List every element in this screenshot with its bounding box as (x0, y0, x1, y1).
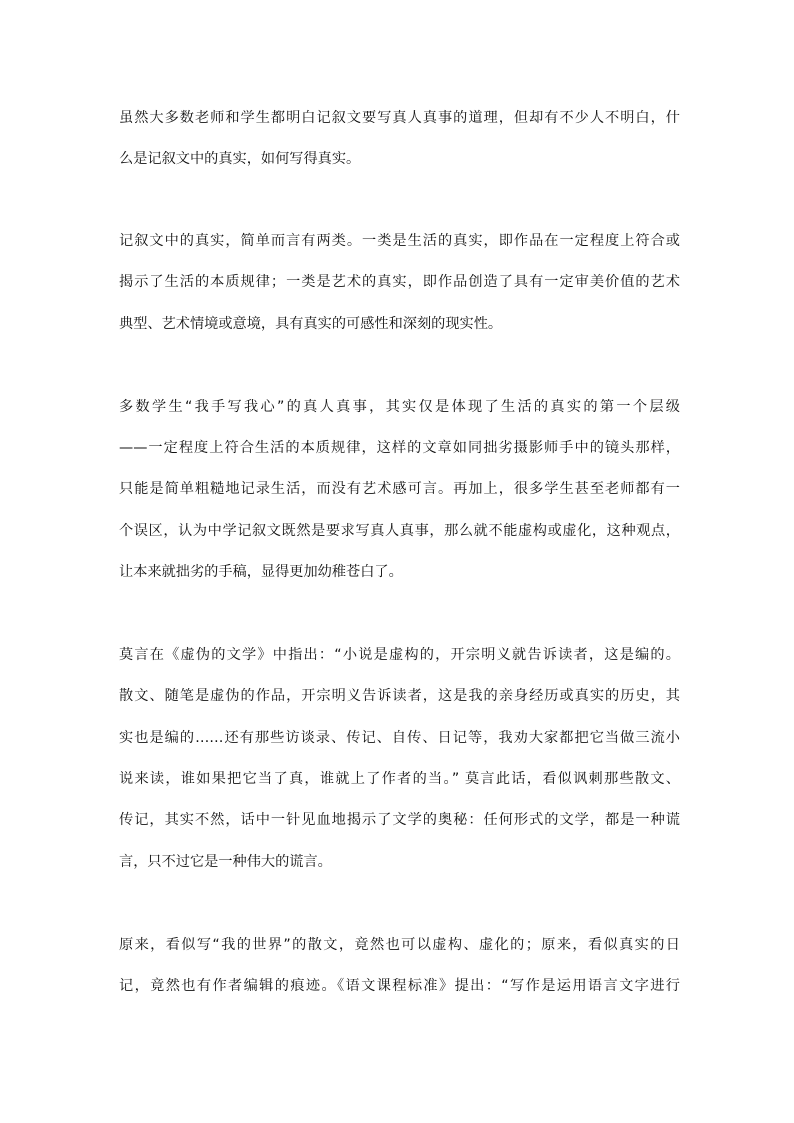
paragraph-4-line-5: 传记，其实不然，话中一针见血地揭示了文学的奥秘：任何形式的文学，都是一种谎 (119, 812, 680, 828)
paragraph-3-line-4: 个误区，认为中学记叙文既然是要求写真人真事，那么就不能虚构或虚化，这种观点， (119, 523, 680, 539)
paragraph-4-line-1: 莫言在《虚伪的文学》中指出：“小说是虚构的，开宗明义就告诉读者，这是编的。 (119, 647, 680, 663)
paragraph-2-line-3: 典型、艺术情境或意境，具有真实的可感性和深刻的现实性。 (119, 316, 503, 332)
paragraph-2-line-1: 记叙文中的真实，简单而言有两类。一类是生活的真实，即作品在一定程度上符合或 (119, 233, 680, 249)
paragraph-3-line-3: 只能是简单粗糙地记录生活，而没有艺术感可言。再加上，很多学生甚至老师都有一 (119, 481, 680, 497)
paragraph-4-line-2: 散文、随笔是虚伪的作品，开宗明义告诉读者，这是我的亲身经历或真实的历史，其 (119, 688, 680, 704)
paragraph-5-line-1: 原来，看似写“我的世界”的散文，竟然也可以虚构、虚化的；原来，看似真实的日 (119, 937, 680, 953)
paragraph-4-line-3: 实也是编的……还有那些访谈录、传记、自传、日记等，我劝大家都把它当做三流小 (119, 730, 680, 746)
paragraph-4-line-4: 说来读，谁如果把它当了真，谁就上了作者的当。” 莫言此话，看似讽刺那些散文、 (119, 771, 680, 787)
paragraph-4-line-6: 言，只不过它是一种伟大的谎言。 (119, 854, 332, 870)
paragraph-1-line-2: 么是记叙文中的真实，如何写得真实。 (119, 151, 361, 167)
paragraph-3-line-5: 让本来就拙劣的手稿，显得更加幼稚苍白了。 (119, 564, 403, 580)
paragraph-1-line-1: 虽然大多数老师和学生都明白记叙文要写真人真事的道理，但却有不少人不明白，什 (119, 110, 680, 126)
paragraph-3-line-1: 多数学生“我手写我心”的真人真事，其实仅是体现了生活的真实的第一个层级 (119, 399, 680, 415)
paragraph-2-line-2: 揭示了生活的本质规律；一类是艺术的真实，即作品创造了具有一定审美价值的艺术 (119, 274, 680, 290)
paragraph-3-line-2: ——一定程度上符合生活的本质规律，这样的文章如同拙劣摄影师手中的镜头那样， (119, 440, 680, 456)
paragraph-5-line-2: 记，竟然也有作者编辑的痕迹。《语文课程标准》提出：“写作是运用语言文字进行 (119, 978, 680, 994)
